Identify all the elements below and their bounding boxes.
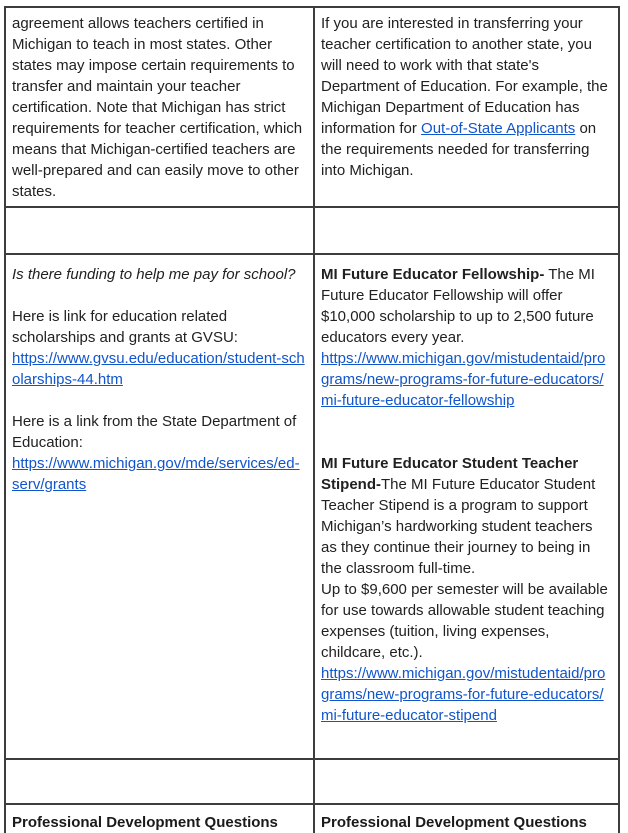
fellowship-link[interactable]: https://www.michigan.gov/mistudentaid/programs/new-programs-for-future-educators/mi-future-educator-fellowship bbox=[321, 350, 606, 409]
section-heading-right: Professional Development Questions bbox=[321, 814, 587, 831]
spacer-row-bottom bbox=[5, 759, 619, 804]
empty-cell-right-top bbox=[314, 207, 619, 254]
funding-row bbox=[5, 254, 619, 759]
stipend-paragraph bbox=[321, 453, 612, 579]
funding-question: Is there funding to help me pay for school? bbox=[12, 266, 296, 283]
cell-funding-answer bbox=[314, 254, 619, 759]
stipend-link[interactable]: https://www.michigan.gov/mistudentaid/programs/new-programs-for-future-educators/mi-future-educator-stipend bbox=[321, 665, 606, 724]
text-run-after-link: on the requirements needed for transferring into Michigan. bbox=[321, 120, 597, 179]
cell-prof-dev-right bbox=[314, 804, 619, 833]
empty-cell-left-bottom bbox=[5, 759, 314, 804]
stipend-link-line bbox=[321, 663, 612, 726]
empty-cell-right-bottom bbox=[314, 759, 619, 804]
stipend-title: MI Future Educator Student Teacher Stipend- bbox=[321, 455, 579, 493]
blank-line bbox=[321, 411, 612, 432]
certification-left-text: agreement allows teachers certified in Michigan to teach in most states. Other states may impose certain requirements to transfer and maintain your teacher certification. Note that Michigan has strict requirements for teacher certification, which means that Michigan-certified teachers are well-prepared and can easily move to other states. bbox=[12, 15, 303, 200]
cell-certification-left bbox=[5, 7, 314, 207]
text-run-before-link: If you are interested in transferring your teacher certification to another state, you will need to work with that state's Department of Education. For example, the Michigan Department of Education has information for bbox=[321, 15, 608, 137]
cell-certification-right bbox=[314, 7, 619, 207]
mde-grants-link[interactable]: https://www.michigan.gov/mde/services/ed-serv/grants bbox=[12, 455, 300, 493]
fellowship-title: MI Future Educator Fellowship- bbox=[321, 266, 545, 283]
qa-table bbox=[4, 6, 620, 833]
mde-intro-text: Here is a link from the State Department of Education: bbox=[12, 413, 297, 451]
section-heading-left: Professional Development Questions bbox=[12, 814, 278, 831]
cell-funding-question bbox=[5, 254, 314, 759]
certification-row bbox=[5, 7, 619, 207]
fellowship-paragraph bbox=[321, 264, 612, 348]
stipend-body-text: The MI Future Educator Student Teacher Stipend is a program to support Michigan’s hardworking student teachers as they continue their journey to being in the classroom full-time. bbox=[321, 476, 596, 577]
empty-cell-left-top bbox=[5, 207, 314, 254]
out-of-state-applicants-link[interactable]: Out-of-State Applicants bbox=[421, 120, 576, 137]
fellowship-body-text: The MI Future Educator Fellowship will offer $10,000 scholarship to up to 2,500 future educators every year. bbox=[321, 266, 595, 346]
certification-right-text bbox=[321, 13, 612, 181]
gvsu-scholarships-link[interactable]: https://www.gvsu.edu/education/student-scholarships-44.htm bbox=[12, 350, 305, 388]
cell-prof-dev-left bbox=[5, 804, 314, 833]
gvsu-link-line bbox=[12, 348, 307, 390]
mde-link-line bbox=[12, 453, 307, 495]
blank-line bbox=[12, 285, 307, 306]
stipend-amount-text: Up to $9,600 per semester will be available for use towards allowable student teaching expenses (tuition, living expenses, childcare, etc.). bbox=[321, 581, 608, 661]
fellowship-link-line bbox=[321, 348, 612, 411]
blank-line bbox=[12, 390, 307, 411]
professional-development-row bbox=[5, 804, 619, 833]
gvsu-intro-text: Here is link for education related scholarships and grants at GVSU: bbox=[12, 308, 238, 346]
spacer-row-top bbox=[5, 207, 619, 254]
blank-line bbox=[321, 432, 612, 453]
